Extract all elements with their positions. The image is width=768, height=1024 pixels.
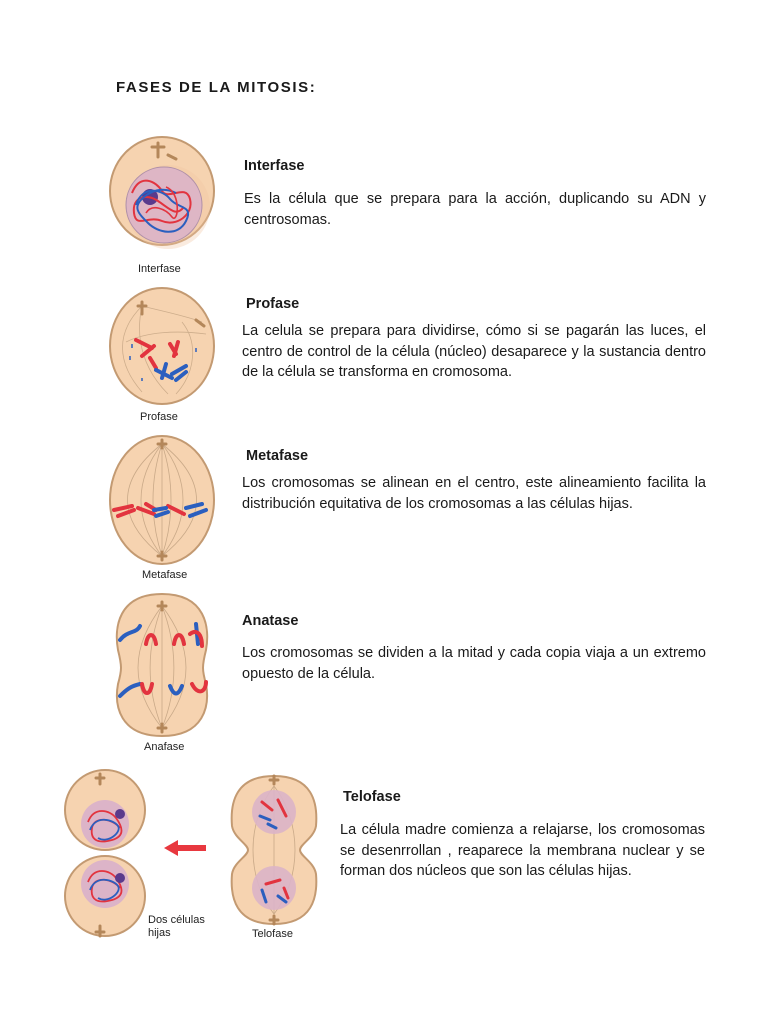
- telophase-figure: [226, 772, 322, 928]
- interphase-figure: [106, 133, 218, 251]
- daughter-cells-figure: [60, 766, 150, 942]
- daughter-cells-caption: Dos células hijas: [148, 914, 205, 939]
- anaphase-figure: [106, 588, 218, 742]
- metaphase-caption: Metafase: [142, 569, 188, 581]
- interphase-heading: Interfase: [244, 158, 305, 174]
- prophase-figure: [106, 282, 218, 410]
- prophase-heading: Profase: [246, 296, 300, 312]
- prophase-text: La celula se prepara para dividirse, cómo si se pagarán las luces, el centro de control de la célula (núcleo) desaparece y la sustancia dentro de la célula se transforma en cromosoma.: [242, 323, 706, 380]
- telophase-heading: Telofase: [343, 789, 401, 805]
- anaphase-caption: Anafase: [144, 741, 185, 753]
- interphase-text: Es la célula que se prepara para la acción, duplicando su ADN y centrosomas.: [244, 191, 706, 228]
- arrow-left-icon: [162, 838, 208, 858]
- metaphase-text: Los cromosomas se alinean en el centro, este alineamiento facilita la distribución equitativa de los cromosomas a las células hijas.: [242, 475, 706, 512]
- anaphase-heading: Anatase: [242, 613, 299, 629]
- anaphase-text: Los cromosomas se dividen a la mitad y cada copia viaja a un extremo opuesto de la célula.: [242, 645, 706, 682]
- metaphase-heading: Metafase: [246, 448, 309, 464]
- telophase-caption: Telofase: [252, 928, 293, 940]
- metaphase-figure: [106, 430, 218, 570]
- interphase-caption: Interfase: [138, 263, 181, 275]
- page-title: FASES DE LA MITOSIS:: [116, 79, 317, 96]
- telophase-text: La célula madre comienza a relajarse, los cromosomas se desenrrollan , reaparece la membrana nuclear y se forman dos núcleos que son las células hijas.: [340, 822, 705, 879]
- prophase-caption: Profase: [140, 411, 178, 423]
